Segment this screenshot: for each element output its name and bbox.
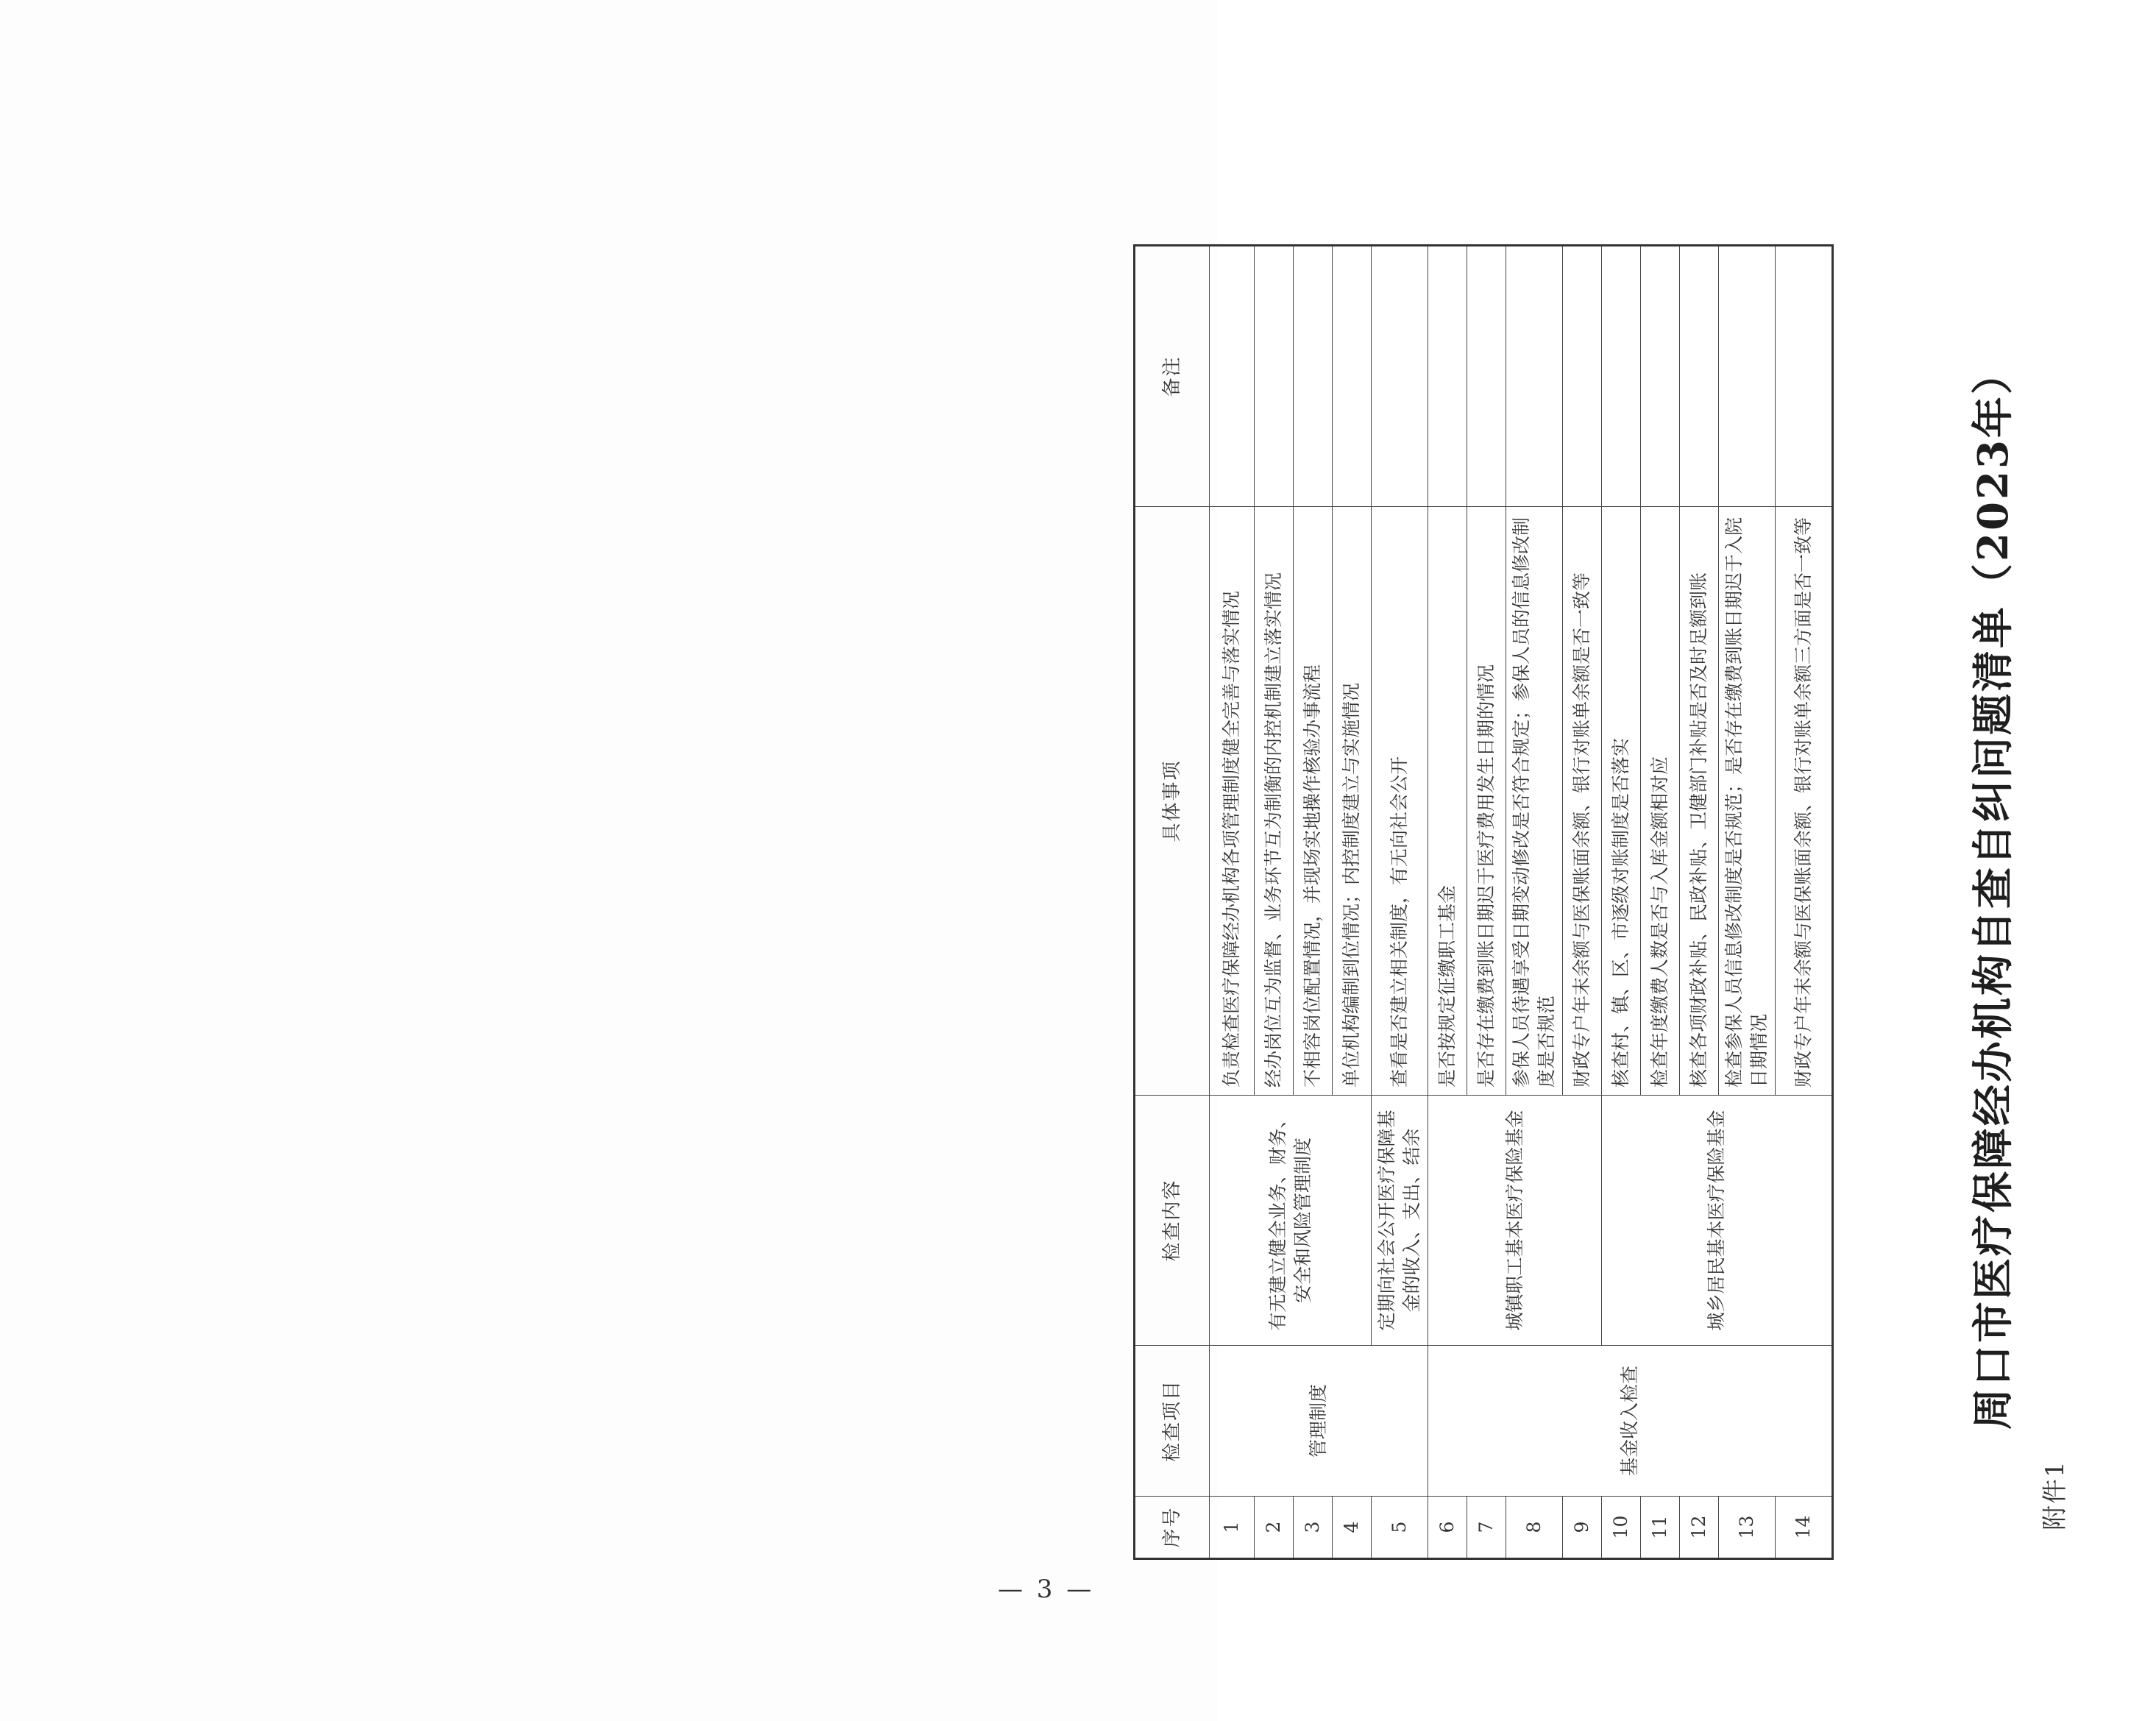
document-title: 周口市医疗保障经办机构自查自纠问题清单（2023年）: [1969, 351, 2018, 1430]
row-seq: 9: [1563, 1497, 1602, 1559]
row-remark: [1255, 246, 1294, 507]
row-seq: 8: [1506, 1497, 1563, 1559]
row-detail: 是否按规定征缴职工基金: [1428, 507, 1467, 1096]
row-remark: [1372, 246, 1428, 507]
row-remark: [1719, 246, 1776, 507]
row-detail: 负责检查医疗保障经办机构各项管理制度健全完善与落实情况: [1210, 507, 1255, 1096]
table-row: [1210, 246, 1255, 1559]
row-seq: 14: [1776, 1497, 1833, 1559]
row-remark: [1563, 246, 1602, 507]
content-resident-fund: 城乡居民基本医疗保险基金: [1602, 1096, 1833, 1346]
row-seq: 11: [1641, 1497, 1680, 1559]
category-management: 管理制度: [1210, 1346, 1428, 1497]
header-item: 检查项目: [1135, 1346, 1210, 1497]
row-seq: 3: [1294, 1497, 1333, 1559]
row-detail: 核查各项财政补贴、民政补贴、卫健部门补贴是否及时足额到账: [1680, 507, 1719, 1096]
row-remark: [1776, 246, 1833, 507]
row-seq: 6: [1428, 1497, 1467, 1559]
row-detail: 检查年度缴费人数是否与入库金额相对应: [1641, 507, 1680, 1096]
row-detail: 参保人员待遇享受日期变动修改是否符合规定；参保人员的信息修改制度是否规范: [1506, 507, 1563, 1096]
row-detail: 检查参保人员信息修改制度是否规范；是否存在缴费到账日期迟于入院日期情况: [1719, 507, 1776, 1096]
row-detail: 经办岗位互为监督、业务环节互为制衡的内控机制建立落实情况: [1255, 507, 1294, 1096]
row-remark: [1641, 246, 1680, 507]
table-header-row: [1135, 246, 1210, 1559]
header-content: 检查内容: [1135, 1096, 1210, 1346]
rotated-landscape-content: [1126, 221, 2156, 1560]
row-seq: 4: [1333, 1497, 1372, 1559]
row-detail: 是否存在缴费到账日期迟于医疗费用发生日期的情况: [1467, 507, 1506, 1096]
table-row: [1428, 246, 1467, 1559]
page-number: — 3 —: [998, 1575, 1095, 1604]
content-internal-control: 有无建立健全业务、财务、安全和风险管理制度: [1210, 1096, 1372, 1346]
row-remark: [1506, 246, 1563, 507]
row-seq: 2: [1255, 1497, 1294, 1559]
row-seq: 13: [1719, 1497, 1776, 1559]
row-remark: [1333, 246, 1372, 507]
row-remark: [1294, 246, 1333, 507]
header-detail: 具体事项: [1135, 507, 1210, 1096]
header-seq: 序号: [1135, 1497, 1210, 1559]
row-remark: [1428, 246, 1467, 507]
row-seq: 10: [1602, 1497, 1641, 1559]
row-seq: 7: [1467, 1497, 1506, 1559]
row-seq: 12: [1680, 1497, 1719, 1559]
row-detail: 不相容岗位配置情况，并现场实地操作核验办事流程: [1294, 507, 1333, 1096]
checklist-table: [1133, 244, 1834, 1560]
row-detail: 财政专户年末余额与医保账面余额、银行对账单余额是否一致等: [1563, 507, 1602, 1096]
row-remark: [1680, 246, 1719, 507]
row-seq: 1: [1210, 1497, 1255, 1559]
row-detail: 核查村、镇、区、市逐级对账制度是否落实: [1602, 507, 1641, 1096]
content-employee-fund: 城镇职工基本医疗保险基金: [1428, 1096, 1602, 1346]
row-detail: 单位机构编制到位情况；内控制度建立与实施情况: [1333, 507, 1372, 1096]
attachment-label: 附件1: [2040, 1460, 2070, 1530]
row-seq: 5: [1372, 1497, 1428, 1559]
category-fund-income: 基金收入检查: [1428, 1346, 1833, 1497]
row-remark: [1602, 246, 1641, 507]
row-remark: [1210, 246, 1255, 507]
row-detail: 财政专户年末余额与医保账面余额、银行对账单余额三方面是否一致等: [1776, 507, 1833, 1096]
row-remark: [1467, 246, 1506, 507]
content-public-disclosure: 定期向社会公开医疗保障基金的收入、支出、结余: [1372, 1096, 1428, 1346]
row-detail: 查看是否建立相关制度，有无向社会公开: [1372, 507, 1428, 1096]
header-remark: 备注: [1135, 246, 1210, 507]
